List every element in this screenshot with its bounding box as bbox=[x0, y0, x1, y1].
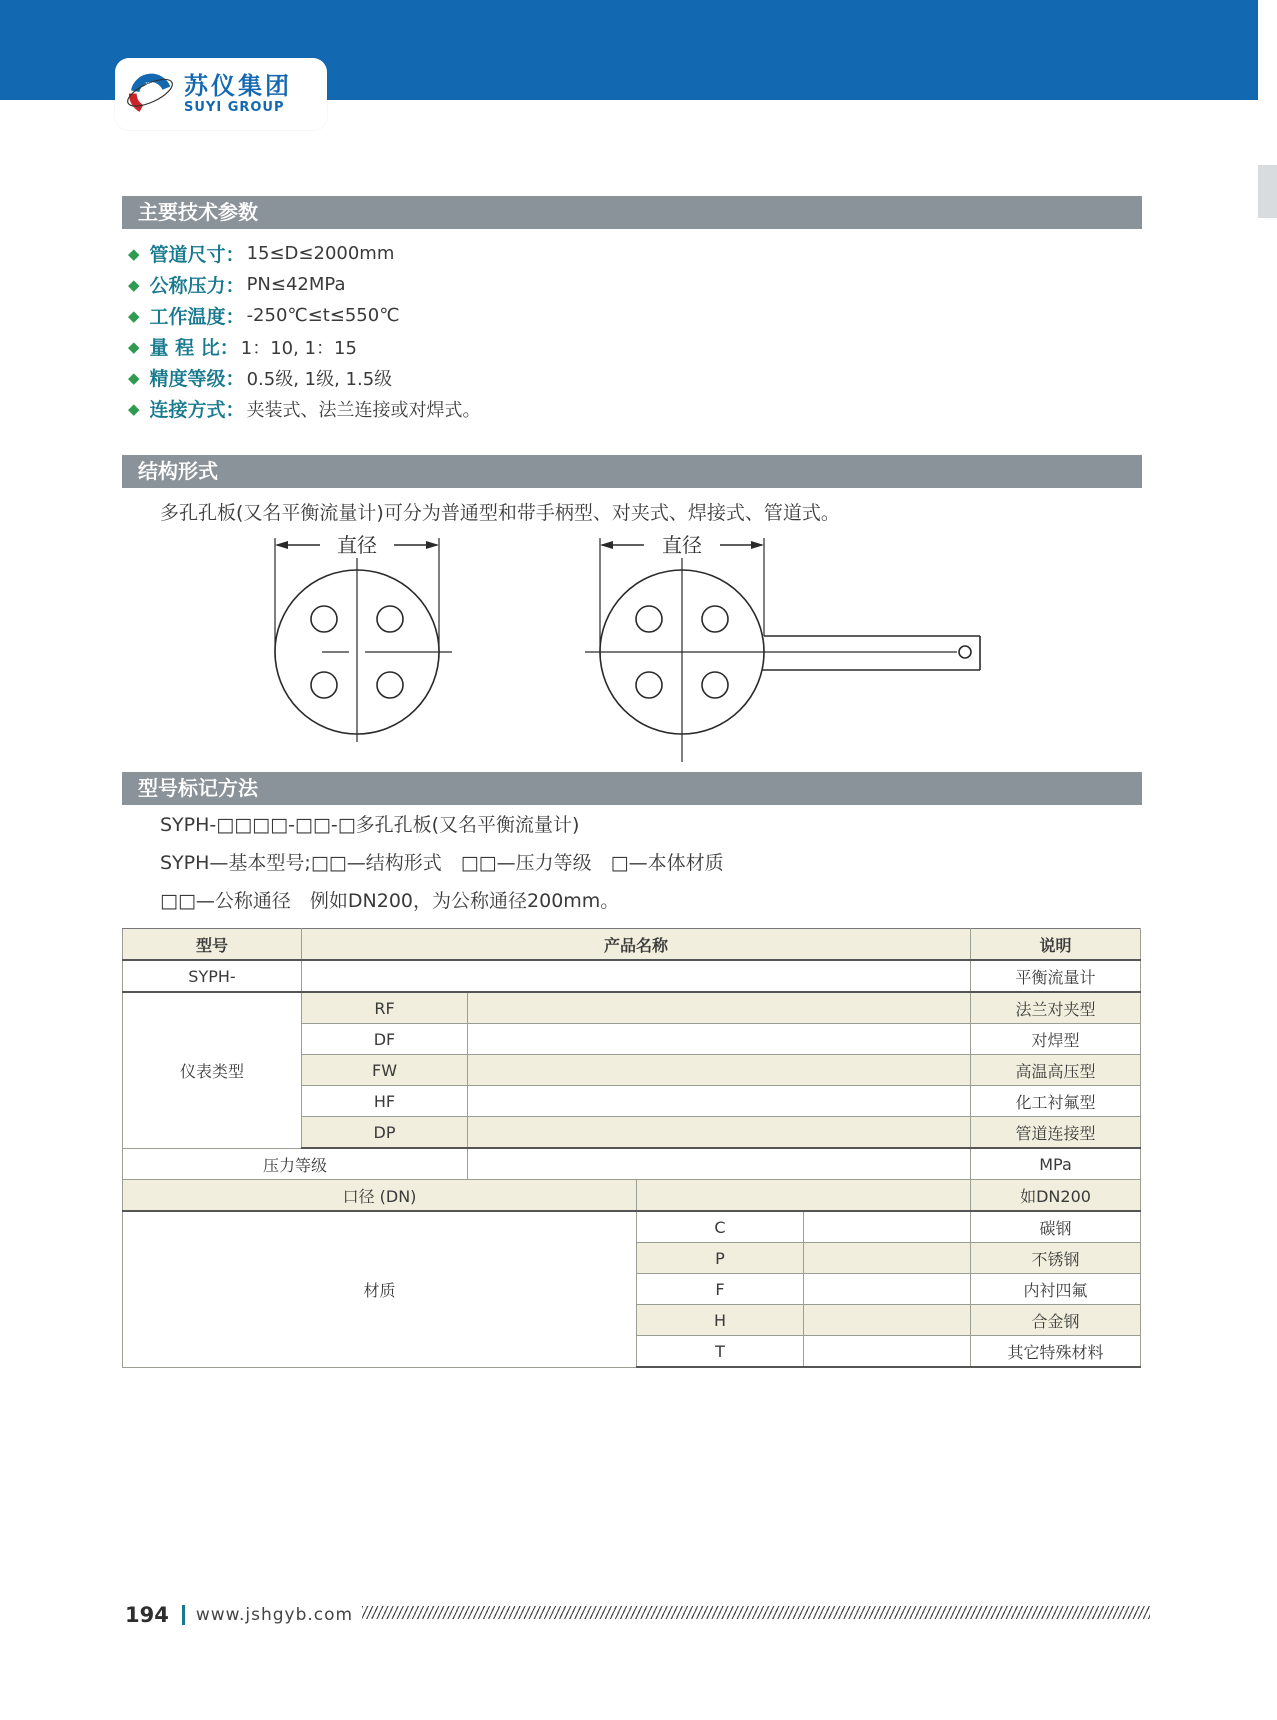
header-model: 型号 bbox=[123, 929, 302, 961]
footer-hatch-pattern bbox=[362, 1606, 1150, 1619]
empty-cell bbox=[302, 960, 971, 992]
code-cell: C bbox=[637, 1211, 804, 1243]
table-row bbox=[123, 960, 1141, 992]
empty-cell bbox=[804, 1211, 971, 1243]
diameter-label: 直径 bbox=[337, 533, 377, 557]
empty-cell bbox=[804, 1274, 971, 1305]
desc-cell: 高温高压型 bbox=[971, 1055, 1141, 1086]
row-label-dn: 口径 (DN) bbox=[123, 1180, 637, 1212]
diamond-bullet-icon: ◆ bbox=[128, 275, 140, 294]
desc-cell: 法兰对夹型 bbox=[971, 992, 1141, 1024]
code-cell: DF bbox=[302, 1024, 468, 1055]
code-cell: RF bbox=[302, 992, 468, 1024]
empty-cell bbox=[804, 1336, 971, 1368]
param-value: 0.5级, 1级, 1.5级 bbox=[246, 368, 393, 390]
empty-cell bbox=[468, 992, 971, 1024]
model-marking-line: □□—公称通径 例如DN200，为公称通径200mm。 bbox=[160, 890, 620, 912]
param-label: 管道尺寸： bbox=[149, 244, 245, 266]
param-label: 公称压力： bbox=[149, 275, 245, 297]
website-url: www.jshgyb.com bbox=[195, 1605, 354, 1625]
header-desc: 说明 bbox=[971, 929, 1141, 961]
model-marking-line: SYPH—基本型号;□□—结构形式 □□—压力等级 □—本体材质 bbox=[160, 852, 724, 874]
footer-divider bbox=[182, 1605, 185, 1625]
diameter-label: 直径 bbox=[662, 533, 702, 557]
handle-plate-diagram bbox=[585, 533, 980, 762]
list-item bbox=[128, 362, 1028, 393]
desc-cell: 管道连接型 bbox=[971, 1117, 1141, 1149]
code-cell: DP bbox=[302, 1117, 468, 1149]
desc-cell: 合金钢 bbox=[971, 1305, 1141, 1336]
diamond-bullet-icon: ◆ bbox=[128, 337, 140, 356]
desc-cell: 内衬四氟 bbox=[971, 1274, 1141, 1305]
logo-name-cn: 苏仪集团 bbox=[184, 71, 292, 100]
code-cell: HF bbox=[302, 1086, 468, 1117]
empty-cell bbox=[804, 1243, 971, 1274]
plain-plate-diagram bbox=[275, 533, 452, 742]
model-marking-block bbox=[160, 806, 724, 920]
code-cell: FW bbox=[302, 1055, 468, 1086]
table-row bbox=[123, 1180, 1141, 1212]
parameters-list bbox=[128, 238, 1028, 424]
desc-cell: 如DN200 bbox=[971, 1180, 1141, 1212]
desc-cell: 化工衬氟型 bbox=[971, 1086, 1141, 1117]
row-label-pressure: 压力等级 bbox=[123, 1148, 468, 1180]
diamond-bullet-icon: ◆ bbox=[128, 399, 140, 418]
param-value: PN≤42MPa bbox=[246, 274, 346, 295]
param-label: 量 程 比： bbox=[149, 337, 239, 359]
page-footer bbox=[125, 1603, 353, 1627]
table-header-row bbox=[123, 929, 1141, 961]
group-label-type: 仪表类型 bbox=[123, 992, 302, 1148]
list-item bbox=[128, 269, 1028, 300]
param-label: 工作温度： bbox=[149, 306, 245, 328]
model-code: SYPH- bbox=[123, 960, 302, 992]
empty-cell bbox=[804, 1305, 971, 1336]
desc-cell: MPa bbox=[971, 1148, 1141, 1180]
section-title-parameters: 主要技术参数 bbox=[122, 196, 1142, 229]
param-value: 夹装式、法兰连接或对焊式。 bbox=[246, 399, 481, 421]
desc-cell: 碳钢 bbox=[971, 1211, 1141, 1243]
logo-text bbox=[184, 71, 292, 115]
globe-logo-icon bbox=[125, 67, 175, 121]
desc-cell: 其它特殊材料 bbox=[971, 1336, 1141, 1368]
desc-cell: 对焊型 bbox=[971, 1024, 1141, 1055]
code-cell: P bbox=[637, 1243, 804, 1274]
code-cell: H bbox=[637, 1305, 804, 1336]
param-label: 连接方式： bbox=[149, 399, 245, 421]
code-cell: F bbox=[637, 1274, 804, 1305]
empty-cell bbox=[468, 1086, 971, 1117]
model-spec-table bbox=[122, 928, 1141, 1368]
logo-mini-text: 苏仪 bbox=[144, 82, 158, 90]
desc-cell: 平衡流量计 bbox=[971, 960, 1141, 992]
diamond-bullet-icon: ◆ bbox=[128, 244, 140, 263]
desc-cell: 不锈钢 bbox=[971, 1243, 1141, 1274]
list-item bbox=[128, 393, 1028, 424]
table-row bbox=[123, 1211, 1141, 1243]
empty-cell bbox=[468, 1024, 971, 1055]
code-cell: T bbox=[637, 1336, 804, 1368]
table-row bbox=[123, 992, 1141, 1024]
param-value: 1：10, 1：15 bbox=[240, 337, 357, 359]
group-label-material: 材质 bbox=[123, 1211, 637, 1367]
param-label: 精度等级： bbox=[149, 368, 245, 390]
list-item bbox=[128, 238, 1028, 269]
company-logo bbox=[115, 58, 327, 130]
list-item bbox=[128, 331, 1028, 362]
page-number: 194 bbox=[125, 1603, 169, 1627]
empty-cell bbox=[468, 1055, 971, 1086]
diamond-bullet-icon: ◆ bbox=[128, 368, 140, 387]
page-edge-tab bbox=[1258, 165, 1277, 218]
empty-cell bbox=[468, 1117, 971, 1149]
section-title-structure: 结构形式 bbox=[122, 455, 1142, 488]
model-marking-line: SYPH-□□□□-□□-□多孔孔板(又名平衡流量计) bbox=[160, 814, 580, 836]
diagram-svg bbox=[122, 530, 1142, 765]
empty-cell bbox=[468, 1148, 971, 1180]
structure-description: 多孔孔板(又名平衡流量计)可分为普通型和带手柄型、对夹式、焊接式、管道式。 bbox=[160, 502, 840, 524]
header-product: 产品名称 bbox=[302, 929, 971, 961]
table-row bbox=[123, 1148, 1141, 1180]
section-title-model-marking: 型号标记方法 bbox=[122, 772, 1142, 805]
empty-cell bbox=[637, 1180, 971, 1212]
diamond-bullet-icon: ◆ bbox=[128, 306, 140, 325]
list-item bbox=[128, 300, 1028, 331]
logo-name-en: SUYI GROUP bbox=[184, 99, 285, 115]
param-value: 15≤D≤2000mm bbox=[246, 243, 395, 264]
param-value: -250℃≤t≤550℃ bbox=[246, 305, 400, 326]
orifice-plate-diagrams bbox=[122, 530, 1142, 769]
